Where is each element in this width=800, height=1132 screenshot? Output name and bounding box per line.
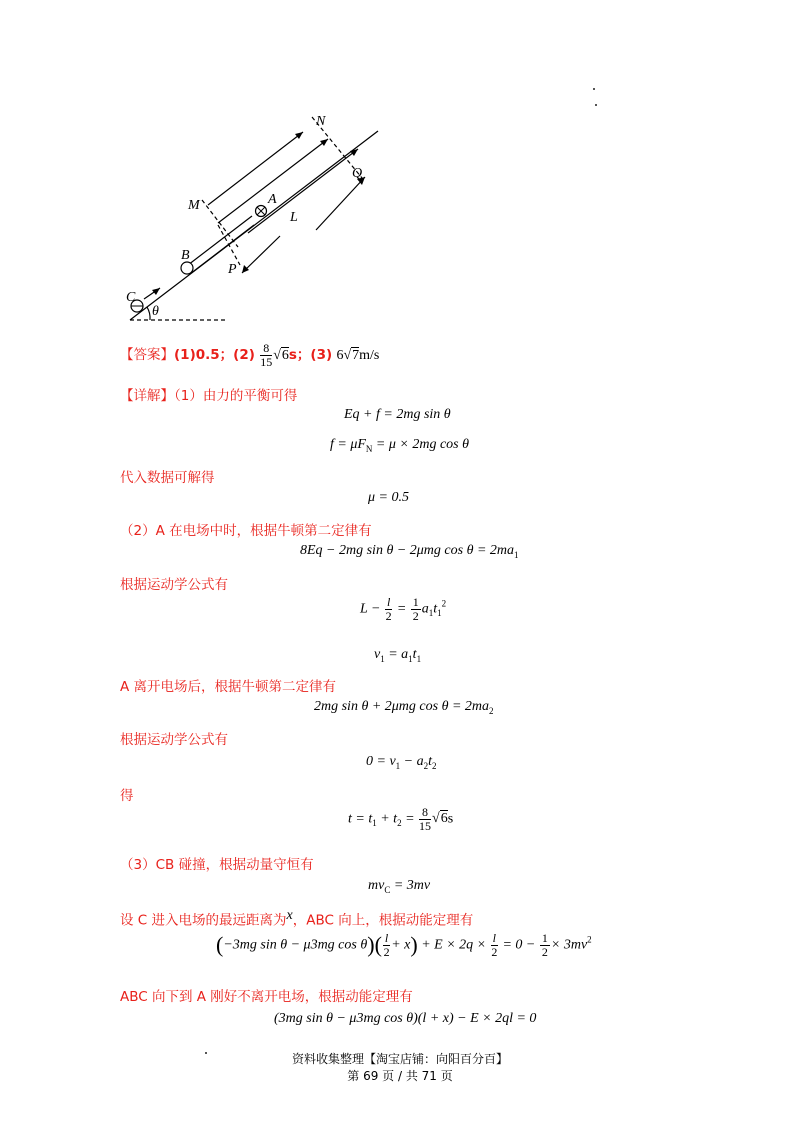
eq11: (−3mg sin θ − μ3mg cos θ)( $\frac{l}{2}$ + x) + E × 2q × $\frac{l}{2}$ = 0 − $\frac{1}{2}$ × $3mv^2$ (216, 931, 592, 959)
eq12: (3mg sin θ − μ3mg cos θ)(l + x) − E × 2ql = 0 (274, 1011, 537, 1026)
answer-unit2: m/s (359, 348, 380, 364)
decor-dot (595, 104, 597, 106)
label-q: Q (352, 166, 363, 181)
text-setc: 设 C 进入电场的最远距离为x，ABC 向上，根据动能定理有 (120, 908, 474, 929)
part3-intro: （3）CB 碰撞，根据动量守恒有 (120, 857, 314, 873)
footer-source: 资料收集整理【淘宝店铺：向阳百分百】 (291, 1052, 508, 1066)
eq1: Eq + f = 2mg sin θ (344, 407, 451, 422)
text-kinematics2: 根据运动学公式有 (120, 732, 228, 748)
text-kinematics1: 根据运动学公式有 (120, 577, 228, 593)
label-a: A (268, 192, 277, 207)
eq6: $v_1 = a_1t_1$ (374, 647, 422, 664)
eq3: μ = 0.5 (368, 490, 409, 505)
footer-page: 第 69 页 / 共 71 页 (347, 1069, 453, 1083)
decor-dot (593, 88, 595, 90)
answer-fraction: $\frac{8}{15}$ (260, 341, 273, 369)
answer-tag: 【答案】 (120, 347, 174, 364)
eq4: 8Eq − 2mg sin θ − 2μmg $\cos \theta = 2ma_1$ (300, 543, 519, 560)
answer-root2: √7 (343, 348, 360, 364)
eq10: $mv_C = 3mv$ (368, 878, 431, 895)
text-down: ABC 向下到 A 刚好不离开电场，根据动能定理有 (120, 989, 413, 1005)
answer-coef: 6 (336, 348, 344, 364)
eq9: $t = t_1 + t_2$ = $\frac{8}{15}$ √6s (348, 805, 454, 833)
text-leave: A 离开电场后，根据牛顿第二定律有 (120, 679, 337, 695)
detail-heading: 【详解】（1）由力的平衡可得 (120, 388, 298, 404)
text-de: 得 (120, 788, 134, 804)
eq2: $f = \mu F_N = \mu \times 2mg$ cos θ (330, 437, 469, 454)
physics-diagram (120, 105, 400, 330)
label-l: L (290, 210, 298, 225)
answer-root1: √6 (273, 348, 289, 364)
label-c: C (126, 290, 136, 305)
eq5: L − $\frac{l}{2}$ = $\frac{1}{2}$ $a_1t_1^2$ (360, 595, 447, 623)
text-substitute: 代入数据可解得 (120, 470, 215, 486)
label-m: M (188, 198, 200, 213)
part2-intro: （2）A 在电场中时，根据牛顿第二定律有 (120, 523, 372, 539)
answer-part1: (1)0.5；(2) (174, 347, 255, 364)
eq8: $0 = v_1 - a_2t_2$ (366, 754, 437, 771)
label-theta: θ (152, 304, 159, 319)
label-p: P (228, 262, 237, 277)
label-b: B (181, 248, 190, 263)
answer-line (120, 342, 379, 368)
label-n: N (316, 114, 326, 129)
answer-unit1: s；(3) (288, 347, 333, 364)
eq7: 2mg sin θ + 2μmg $\cos \theta = 2ma_2$ (314, 699, 494, 716)
